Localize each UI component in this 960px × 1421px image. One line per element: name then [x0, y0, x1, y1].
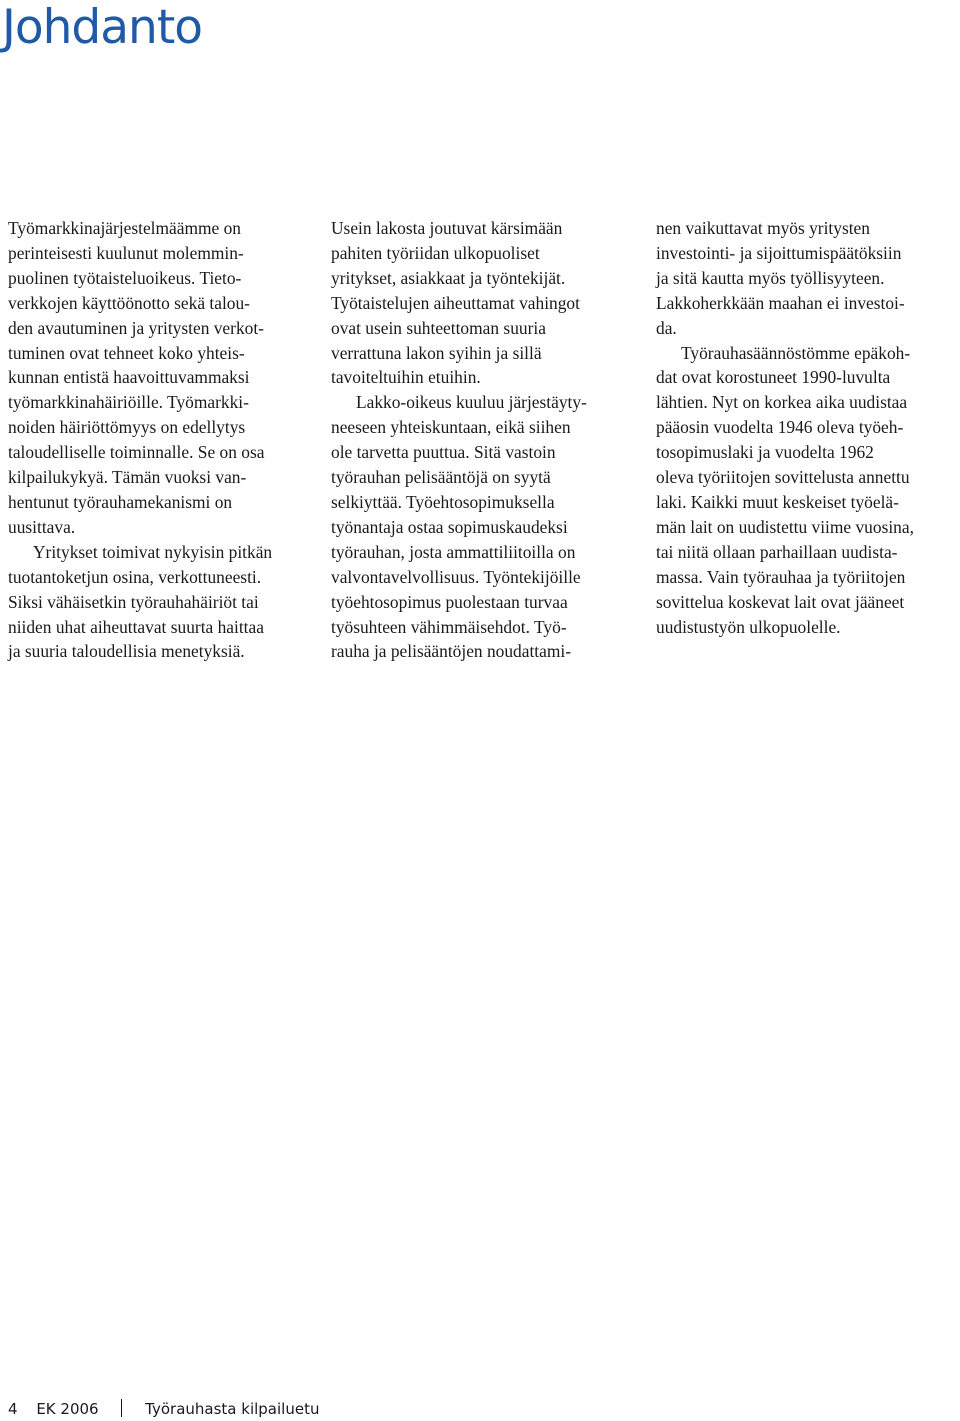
text-line: selkiyttää. Työehtosopimuksella — [331, 491, 555, 512]
text-line: tai niitä ollaan parhaillaan uudista- — [656, 541, 898, 562]
page-footer — [8, 1397, 319, 1421]
text-line: kunnan entistä haavoittuvammaksi — [8, 367, 250, 388]
paragraph — [331, 390, 636, 664]
text-line: verkkojen käyttöönotto sekä talou- — [8, 292, 250, 313]
text-line: pahiten työriidan ulkopuoliset — [331, 242, 540, 263]
text-line: oleva työriitojen sovittelusta annettu — [656, 467, 910, 488]
text-line: Lakko-oikeus kuuluu järjestäyty- — [356, 392, 587, 413]
text-line: uudistustyön ulkopuolelle. — [656, 616, 841, 637]
text-line: investointi- ja sijoittumispäätöksiin — [656, 242, 902, 263]
text-line: neeseen yhteiskuntaan, eikä siihen — [331, 417, 571, 438]
text-line: valvontavelvollisuus. Työntekijöille — [331, 566, 581, 587]
footer-publisher: EK 2006 — [36, 1400, 99, 1418]
text-column-2 — [331, 216, 636, 664]
text-line: työrauhan, josta ammattiliitoilla on — [331, 541, 576, 562]
footer-divider — [121, 1399, 122, 1417]
paragraph — [8, 216, 313, 540]
text-line: Työmarkkinajärjestelmäämme on — [8, 218, 241, 238]
paragraph — [656, 216, 960, 341]
text-line: kilpailukykyä. Tämän vuoksi van- — [8, 467, 247, 488]
text-line: nen vaikuttavat myös yritysten — [656, 218, 870, 238]
text-line: Siksi vähäisetkin työrauhahäiriöt tai — [8, 591, 259, 612]
text-line: tavoiteltuihin etuihin. — [331, 367, 481, 388]
text-line: verrattuna lakon syihin ja sillä — [331, 342, 542, 363]
text-line: työehtosopimus puolestaan turvaa — [331, 591, 568, 612]
paragraph — [8, 540, 313, 665]
text-line: den avautuminen ja yritysten verkot- — [8, 317, 264, 338]
text-line: sovittelua koskevat lait ovat jääneet — [656, 591, 905, 612]
text-line: massa. Vain työrauhaa ja työriitojen — [656, 566, 906, 587]
text-line: ole tarvetta puuttua. Sitä vastoin — [331, 442, 556, 463]
text-column-3 — [656, 216, 960, 639]
text-line: työrauhan pelisääntöjä on syytä — [331, 467, 551, 488]
text-line: tosopimuslaki ja vuodelta 1962 — [656, 442, 874, 463]
text-line: lähtien. Nyt on korkea aika uudistaa — [656, 392, 908, 413]
text-line: ja suuria taloudellisia menetyksiä. — [8, 641, 245, 662]
text-line: yritykset, asiakkaat ja työntekijät. — [331, 267, 566, 288]
text-line: noiden häiriöttömyys on edellytys — [8, 417, 246, 438]
text-line: Työtaistelujen aiheuttamat vahingot — [331, 292, 580, 313]
text-line: ovat usein suhteettoman suuria — [331, 317, 546, 338]
text-line: uusittava. — [8, 516, 76, 537]
text-line: laki. Kaikki muut keskeiset työelä- — [656, 491, 899, 512]
text-line: Yritykset toimivat nykyisin pitkän — [33, 541, 273, 562]
text-line: työmarkkinahäiriöille. Työmarkki- — [8, 392, 249, 413]
text-line: Usein lakosta joutuvat kärsimään — [331, 218, 563, 238]
text-line: taloudelliselle toiminnalle. Se on osa — [8, 442, 265, 463]
page-title: Johdanto — [2, 0, 203, 55]
paragraph — [656, 341, 960, 640]
text-line: niiden uhat aiheuttavat suurta haittaa — [8, 616, 264, 637]
text-line: tuminen ovat tehneet koko yhteis- — [8, 342, 245, 363]
page-number: 4 — [8, 1400, 18, 1418]
text-line: tuotantoketjun osina, verkottuneesti. — [8, 566, 262, 587]
text-line: työsuhteen vähimmäisehdot. Työ- — [331, 616, 567, 637]
footer-publication-title: Työrauhasta kilpailuetu — [145, 1400, 320, 1418]
text-line: da. — [656, 317, 677, 338]
text-line: perinteisesti kuulunut molemmin- — [8, 242, 244, 263]
text-line: työnantaja ostaa sopimuskaudeksi — [331, 516, 568, 537]
text-line: ja sitä kautta myös työllisyyteen. — [656, 267, 885, 288]
text-line: män lait on uudistettu viime vuosina, — [656, 516, 914, 537]
text-column-1 — [8, 216, 313, 664]
text-line: Työrauhasäännöstömme epäkoh- — [681, 342, 911, 363]
text-line: rauha ja pelisääntöjen noudattami- — [331, 641, 571, 662]
paragraph — [331, 216, 636, 390]
text-line: Lakkoherkkään maahan ei investoi- — [656, 292, 905, 313]
text-line: puolinen työtaisteluoikeus. Tieto- — [8, 267, 242, 288]
text-line: hentunut työrauhamekanismi on — [8, 491, 233, 512]
text-line: dat ovat korostuneet 1990-luvulta — [656, 367, 891, 388]
text-line: pääosin vuodelta 1946 oleva työeh- — [656, 417, 904, 438]
